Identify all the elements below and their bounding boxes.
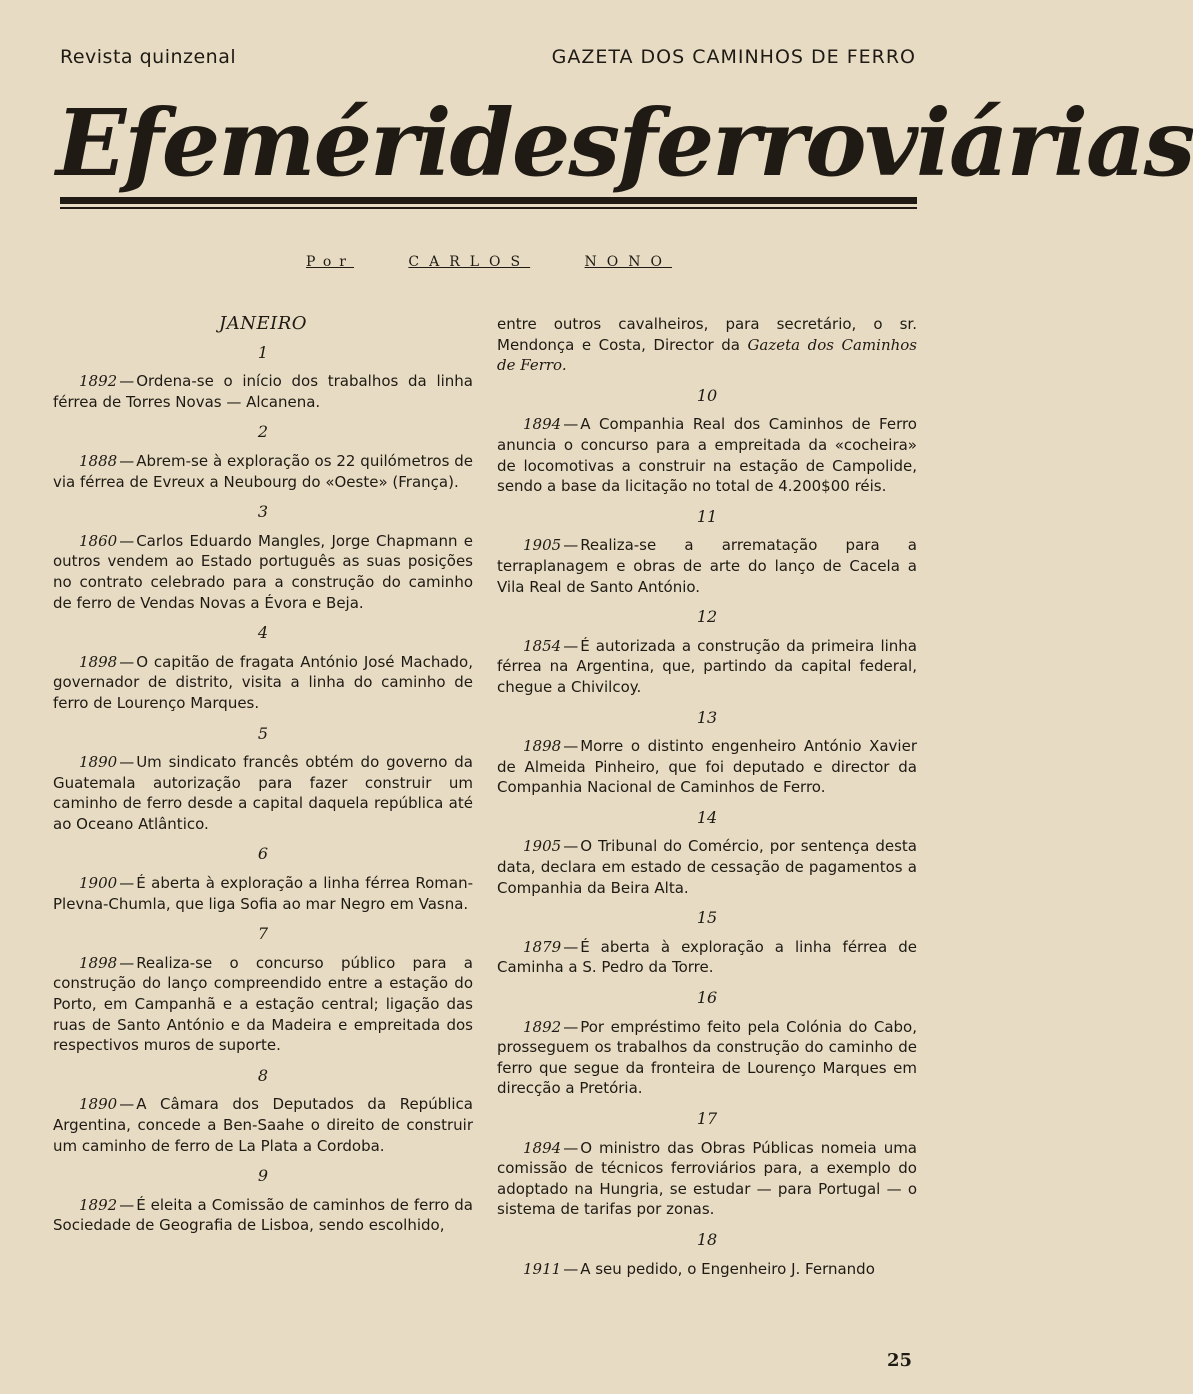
entry-text: entre outros cavalheiros, para secretário, o sr. Mendonça e Costa, Director da [497,315,917,354]
byline-por: Por [306,254,354,270]
entry-dash: — [119,1195,135,1214]
right-column [497,314,917,1289]
entry [53,371,473,412]
entry-dash: — [119,874,135,893]
entry-text: Abrem-se à exploração os 22 quilómetros de via férrea de Evreux a Neubourg do «Oeste» (França). [53,451,473,491]
day-number: 5 [257,723,269,743]
entry [53,652,473,714]
entry [497,414,917,496]
page-title [56,88,1193,198]
entry-dash: — [119,953,135,972]
day-number: 7 [257,924,269,944]
title-rule-thick [60,197,917,204]
entry-year: 1905 [523,837,562,856]
entry-dash: — [119,531,135,550]
entry-text: O ministro das Obras Públicas nomeia uma comissão de técnicos ferroviários para, a exemplo do adoptado na Hungria, se estudar — para Portugal — o sistema de tarifas por zonas. [497,1138,917,1219]
entry-year: 1900 [79,874,118,893]
day-number: 14 [696,807,718,827]
day-number: 1 [257,342,269,362]
entry [497,1138,917,1220]
entry-text: Morre o distinto engenheiro António Xavier de Almeida Pinheiro, que foi deputado e director da Companhia Nacional de Caminhos de Ferro. [497,737,917,797]
entry-text: A Companhia Real dos Caminhos de Ferro anuncia o concurso para a empreitada da «cocheira» de locomotivas a construir na estação de Campolide, sendo a base da licitação no total de 4.200$00 réis. [497,415,917,496]
entry-text: O capitão de fragata António José Machado, governador de distrito, visita a linha do caminho de ferro de Lourenço Marques. [53,652,473,712]
entry-year: 1879 [523,937,562,956]
day-number: 8 [257,1065,269,1085]
day-number: 13 [696,707,718,727]
entry-year: 1894 [523,415,562,434]
entry-dash: — [563,737,579,756]
entry-year: 1890 [79,1095,118,1114]
entry-text: É aberta à exploração a linha férrea de Caminha a S. Pedro da Torre. [497,937,917,977]
entry-text: É aberta à exploração a linha férrea Roman-Plevna-Chumla, que liga Sofia ao mar Negro em Vasna. [53,874,473,913]
entry-dash: — [563,937,579,956]
entry-text: É eleita a Comissão de caminhos de ferro da Sociedade de Geografia de Lisboa, sendo escolhido, [53,1195,473,1235]
entry-text: O Tribunal do Comércio, por sentença desta data, declara em estado de cessação de pagamentos a Companhia da Beira Alta. [497,837,917,897]
day-number: 11 [696,506,718,526]
entry [497,636,917,698]
byline-first: CARLOS [408,254,531,270]
entry-year: 1898 [79,652,118,671]
entry [53,953,473,1056]
day-number: 18 [696,1229,718,1249]
entry-dash: — [119,753,135,772]
day-number: 2 [257,422,269,442]
header-right: GAZETA DOS CAMINHOS DE FERRO [551,46,916,68]
entry [497,1017,917,1099]
entry-year: 1890 [79,753,118,772]
entry-continued [497,314,917,376]
entry-year: 1898 [523,737,562,756]
entry-dash: — [119,451,135,470]
entry-dash: — [119,652,135,671]
title-word-2: ferroviárias [618,89,1193,197]
day-number: 12 [696,607,718,627]
entry-dash: — [563,837,579,856]
entry-dash: — [563,536,579,555]
entry-year: 1892 [523,1017,562,1036]
entry-italic: Gazeta dos Caminhos de Ferro. [497,335,917,375]
entry-text: Um sindicato francês obtém do governo da Guatemala autorização para fazer construir um caminho de ferro desde a capital daquela república até ao Oceano Atlântico. [53,753,473,833]
entry-dash: — [563,636,579,655]
title-rule-thin [60,207,917,209]
entry-year: 1854 [523,636,562,655]
entry [53,752,473,834]
byline [306,254,672,270]
entry-dash: — [563,1138,579,1157]
day-number: 15 [696,908,718,928]
entry-year: 1892 [79,372,118,391]
header-left: Revista quinzenal [60,46,237,68]
day-number: 4 [257,623,269,643]
entry-dash: — [563,1017,579,1036]
entry-text: A seu pedido, o Engenheiro J. Fernando [580,1259,875,1278]
entry-year: 1860 [79,531,118,550]
entry [53,451,473,492]
entry [53,1094,473,1156]
month-heading: JANEIRO [218,313,308,334]
entry [497,736,917,798]
page-number: 25 [886,1350,912,1371]
entry-year: 1888 [79,451,118,470]
entry [497,937,917,978]
entry-text: É autorizada a construção da primeira linha férrea na Argentina, que, partindo da capital federal, chegue a Chivilcoy. [497,636,917,696]
entry-text: A Câmara dos Deputados da República Argentina, concede a Ben-Saahe o direito de construir um caminho de ferro de La Plata a Cordoba. [53,1095,473,1155]
entry [53,873,473,914]
left-column [53,314,473,1246]
entry-year: 1905 [523,536,562,555]
entry-text: Realiza-se a arrematação para a terraplanagem e obras de arte do lanço de Cacela a Vila Real de Santo António. [497,536,917,596]
day-number: 3 [257,502,269,522]
entry-year: 1892 [79,1195,118,1214]
entry-dash: — [563,1259,579,1278]
day-number: 17 [696,1109,718,1128]
entry [53,531,473,613]
entry [53,1195,473,1236]
entry-dash: — [119,372,135,391]
day-number: 6 [257,844,269,864]
entry-dash: — [119,1095,135,1114]
entry-text: Por empréstimo feito pela Colónia do Cabo, prosseguem os trabalhos da construção do caminho de ferro que segue da fronteira de Lourenço Marques em direcção a Pretória. [497,1017,917,1098]
entry [497,836,917,898]
entry-dash: — [563,415,579,434]
day-number: 10 [696,385,718,405]
entry [497,1259,917,1280]
entry [497,535,917,597]
entry-year: 1898 [79,953,118,972]
entry-text: Carlos Eduardo Mangles, Jorge Chapmann e outros vendem ao Estado português as suas posições no contrato celebrado para a construção do caminho de ferro de Vendas Novas a Évora e Beja. [53,531,473,612]
entry-text: Ordena-se o início dos trabalhos da linha férrea de Torres Novas — Alcanena. [53,372,473,411]
byline-last: NONO [584,254,672,270]
entry-text: Realiza-se o concurso público para a construção do lanço compreendido entre a estação do Porto, em Campanhã e a estação central; ligação das ruas de Santo António e da Madeira e empreitada dos respectivos muros de suporte. [53,953,473,1055]
title-word-1: Efemérides [56,89,619,197]
entry-year: 1911 [523,1259,562,1278]
day-number: 9 [257,1166,269,1186]
entry-year: 1894 [523,1138,562,1157]
day-number: 16 [696,988,718,1008]
